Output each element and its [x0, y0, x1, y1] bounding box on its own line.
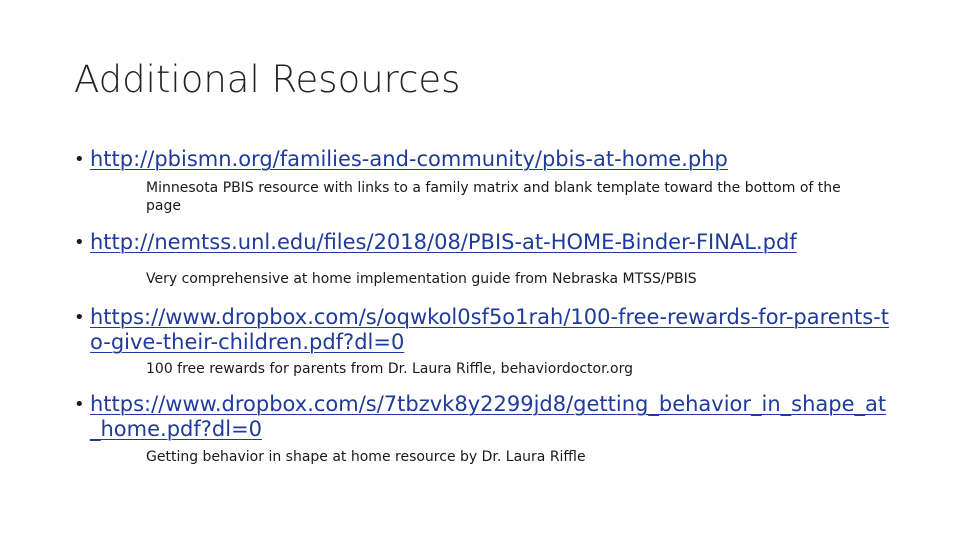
- list-item: [74, 147, 894, 172]
- list-item: [74, 230, 894, 255]
- bullet-icon: •: [74, 394, 85, 415]
- resource-link-behavior-in-shape[interactable]: https://www.dropbox.com/s/7tbzvk8y2299jd8/getting_behavior_in_shape_at_home.pdf?dl=0: [90, 392, 887, 441]
- resource-description: Minnesota PBIS resource with links to a family matrix and blank template toward the bottom of the page: [146, 180, 841, 214]
- slide-title: Additional Resources: [74, 58, 461, 101]
- bullet-icon: •: [74, 149, 85, 170]
- resource-link-nemtss[interactable]: http://nemtss.unl.edu/files/2018/08/PBIS-at-HOME-Binder-FINAL.pdf: [90, 230, 797, 254]
- resource-link-free-rewards[interactable]: https://www.dropbox.com/s/oqwkol0sf5o1rah/100-free-rewards-for-parents-to-give-their-children.pdf?dl=0: [90, 305, 889, 354]
- list-item: [74, 392, 894, 442]
- resource-link-pbismn[interactable]: http://pbismn.org/families-and-community/pbis-at-home.php: [90, 147, 728, 171]
- bullet-icon: •: [74, 307, 85, 328]
- list-item: [74, 305, 894, 355]
- bullet-icon: •: [74, 232, 85, 253]
- resource-description: Getting behavior in shape at home resource by Dr. Laura Riffle: [146, 449, 586, 465]
- resource-description: Very comprehensive at home implementation guide from Nebraska MTSS/PBIS: [146, 271, 697, 287]
- resource-description: 100 free rewards for parents from Dr. Laura Riffle, behaviordoctor.org: [146, 361, 633, 377]
